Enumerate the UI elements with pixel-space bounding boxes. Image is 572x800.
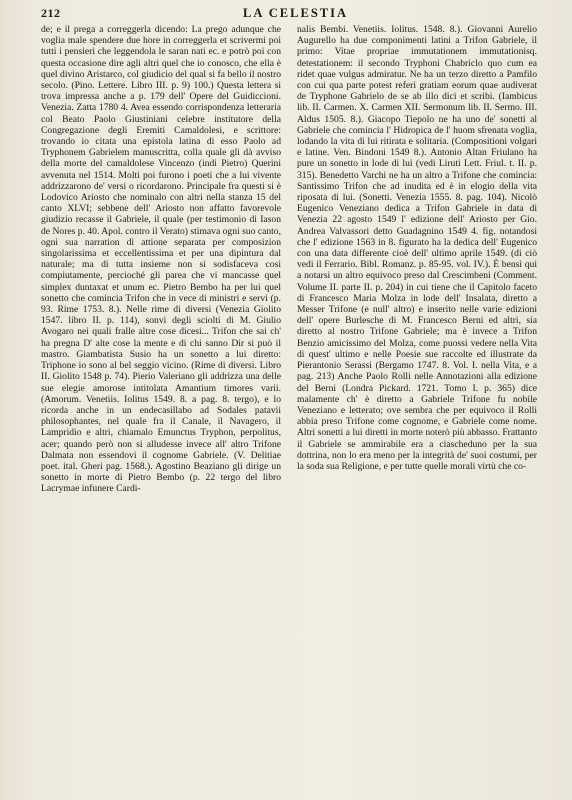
left-column-text: de; e il prega a correggerla dicendo: La prego adunque che voglia male spendere due hore in correggerla et scrivermi poi tutti i pensieri che leggendola le saran nati ec. e potrò poi con questa occasione dire agli altri quel che io conosco, che ella è quel divino Aristarco, col giudicio del qual si fa bello il nostro secolo. (Pino. Lettere. Libro III. p. 9) 100.) Questa lettera si trova impressa anche a p. 179 dell' Opere del Guidiccioni. Venezia. Zatta 1780 4. Avea essendo corrispondenza letteraria col Beato Paolo Giustiniani celebre institutore della Congregazione degli Eremiti Camaldolesi, e scrittore: trovando io citata una epistola latina di esso Paolo ad Tryphonem Gabrielem manuscritta, colla quale gli dà avviso della morte del camaldolese Vincenzo (indi Pietro) Querini avvenuta nel 1514. Molti poi furono i poeti che a lui vivente addrizzarono de' versi o ricordarono. Principale fra questi si è Lodovico Ariosto che nominalo con altri nella stanza 15 del canto XLVI; sebbene dell' Ariosto non affatto favorevole giudizio recasse il Gabriele, il quale (per testimonio di Iason de Nores p. 40. Apol. contro il Verato) stimava ogni suo canto, ogni sua narration di attione separata per composizion singolarissima et eccellentissima et per una dipintura dal naturale; ma di tutta insieme non si sodisfaceva così compiutamente, percioché gli parea che vi mancasse quel simplex duntaxat et unum ec. Pietro Bembo ha per lui quel sonetto che comincia Trifon che in vece di ministri e servi (p. 93. Rime 1753. 8.). Nelle rime di diversi (Venezia Giolito 1547. libro II. p. 114), sonvi degli sciolti di M. Giulio Avogaro nei quali fralle altre cose dicesi... Trifon che sai ch' ha pregna D' alte cose la mente e di chi sanno Dir si può il mastro. Giambatista Susio ha un sonetto a lui diretto: Triphone io sono al bel seggio vicino. (Rime di diversi. Libro II. Giolito 1548 p. 74). Pierio Valeriano gli addrizza una delle sue elegie amorose intitolata Amantium timores varii. (Amorum. Venetiis. Iolitus 1549. 8. a pag. 8. tergo), e lo ricorda anche in un endecasillabo ad Sodales patavii philosophantes, nel quale fra il Canale, il Navagero, il Lampridio e altri, chiamalo Emunctus Tryphon, perpolitus, acer; quando però non si alludesse invece all' altro Trifone Dalmata non essendovi il cognome Gabriele. (V. Delitiae poet. ital. Gheri pag. 1568.). Agostino Beaziano gli dirige un sonetto in morte di Pietro Bembo (p. 22 tergo del libro Lacrymae infunere Cardi- — [41, 24, 281, 495]
page-number: 212 — [41, 6, 61, 20]
page-header — [41, 6, 550, 22]
right-column-text: nalis Bembi. Venetiis. Iolitus. 1548. 8.). Giovanni Aurelio Augurello ha due componimenti latini a Trifon Gabriele, il primo: Vitae propriae immutationem immutationisq. detestationem: il secondo Tryphoni Chabriclo quo cum ea ridet quae vulgus admiratur. Ne ha un terzo diretto a Pamfilo con cui qua parte potest referi gratiam eorum quae audiverat de Tryphone Gabrielo de se ab illo dici et scribi. (Iambicus lib. II. Carmen. X. Carmen XII. Sermonum lib. II. Sermo. III. Aldus 1505. 8.). Giacopo Tiepolo ne ha uno de' sonetti al Gabriele che comincia l' Hidropica de l' huom sfrenata voglia, lodando la vita di lui ritirata e solitaria. (Compositioni volgari e latine. Ven. Bindoni 1549 8.). Antonio Altan Friulano ha pure un sonetto in lode di lui (vedi Liruti Lett. Friul. t. II. p. 315). Benedetto Varchi ne ha un altro a Trifone che comincia: Santissimo Trifon che ad inudita ed è in elogio della vita riposata di lui. (Sonetti. Venezia 1555. 8. pag. 104). Nicolò Eugenico Veneziano dedica a Trifon Gabriele in data di Venezia 22 agosto 1549 l' edizione dell' Ariosto per Gio. Andrea Valvassori detto Guadagnino 1549 4. fig. notandosi che l' edizione 1563 in 8. figurato ha la dedica dell' Eugenico con una data differente cioè dell' ultimo aprile 1549. (di ciò vedi il Ferrario. Bibl. Romanz. p. 85-95. vol. IV.). È bensì qui a notarsi un altro equivoco preso dal Crescimbeni (Comment. Volume II. parte II. p. 204) in cui tiene che il Capitolo faceto di Francesco Maria Molza in lode dell' Insalata, diretto a Messer Trifone (e null' altro) e inserito nelle varie edizioni dell' opere Burlesche di M. Francesco Berni ed altri, sia diretto al nostro Trifone Gabriele; ma è invece a Trifon Benzio amicissimo del Molza, come puossi vedere nella Vita di quest' ultimo e nelle Poesie sue raccolte ed illustrate da Pierantonio Serassi (Bergamo 1747. 8. Vol. I. nella Vita, e a pag. 213) Anche Paolo Rolli nelle Annotazioni alla edizione del Berni (Londra Pickard. 1721. Tomo I. p. 365) dice malamente ch' è diretto a Gabriele Trifone fu nobile Veneziano e letterato; ove sembra che per equivoco il Rolli abbia preso Trifone come cognome, e Gabriele come nome. Altri sonetti a lui diretti in morte noterò più abbasso. Frattanto il Gabriele se ammirabile era a ciascheduno per la sua dottrina, non lo era meno per la integrità de' suoi costumi, per la soda sua Religione, e per tutte quelle morali virtù che co- — [297, 24, 537, 472]
left-text-column — [41, 24, 281, 794]
running-title: LA CELESTIA — [242, 6, 349, 20]
right-text-column — [297, 24, 537, 794]
